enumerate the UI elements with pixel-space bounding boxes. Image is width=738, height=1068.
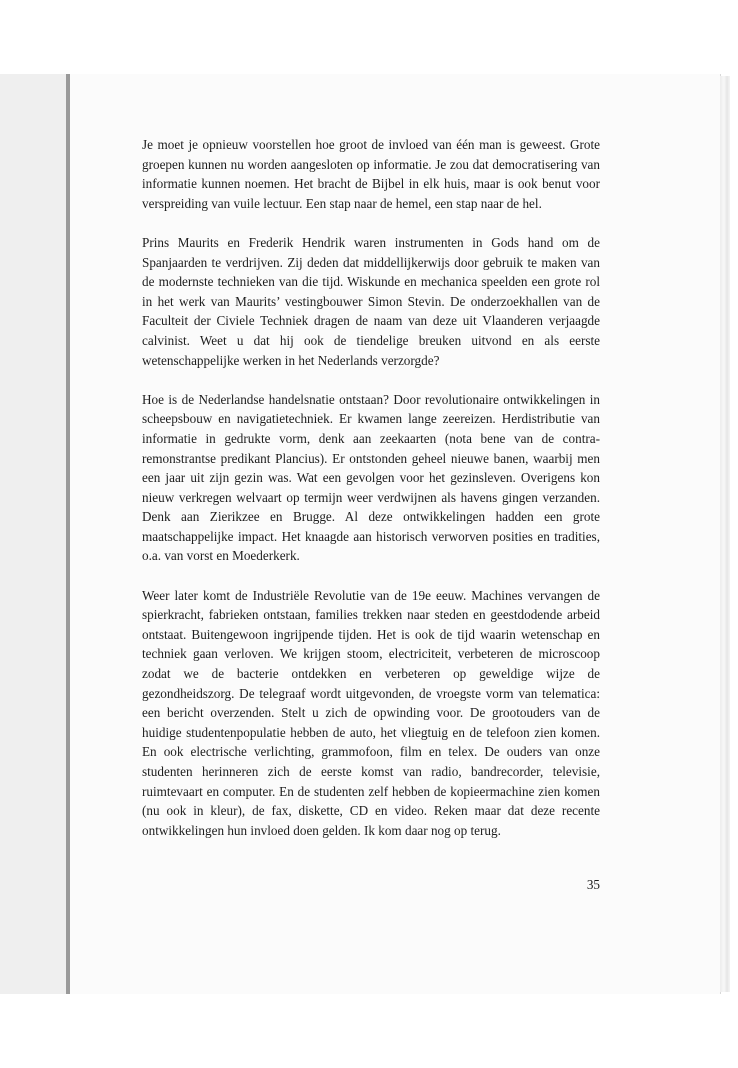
paragraph-maurits-stevin: Prins Maurits en Frederik Hendrik waren instrumenten in Gods hand om de Spanjaarden te verdrijven. Zij deden dat middellijkerwijs door gebruik te maken van de modernste technieken van die tijd. Wiskunde en mechanica speelden een grote rol in het werk van Maurits’ vestingbouwer Simon Stevin. De onderzoekhallen van de Faculteit der Civiele Techniek dragen de naam van deze uit Vlaanderen verjaagde calvinist. Weet u dat hij ook de tiendelige breuken uitvond en als eerste wetenschappelijke werken in het Nederlands verzorgde? — [142, 234, 600, 368]
paragraph-industriele-revolutie: Weer later komt de Industriële Revolutie van de 19e eeuw. Machines vervangen de spierkracht, fabrieken ontstaan, families trekken naar steden en geestdodende arbeid ontstaat. Buitengewoon ingrijpende tijden. Het is ook de tijd waarin wetenschap en techniek gaan verloven. We krijgen stoom, electriciteit, verbeteren de microscoop zodat we de bacterie ontdekken en verbeteren op geweldige wijze de gezondheidszorg. De telegraaf wordt uitgevonden, de vroegste vorm van telematica: een bericht overzenden. Stelt u zich de opwinding voor. De grootouders van de huidige studentenpopulatie hebben de auto, het vliegtuig en de telefoon zien komen. En ook electrische verlichting, grammofoon, film en telex. De ouders van onze studenten herinneren zich de eerste komst van radio, bandrecorder, televisie, ruimtevaart en computer. En de studenten zelf hebben de kopieermachine zien komen (nu ook in kleur), de fax, diskette, CD en video. Reken maar dat deze recente ontwikkelingen hun invloed doen gelden. Ik kom daar nog op terug. — [142, 587, 600, 838]
page-number: 35 — [586, 877, 600, 892]
body-text — [142, 135, 600, 860]
paragraph-handelsnatie: Hoe is de Nederlandse handelsnatie ontstaan? Door revolutionaire ontwikkelingen in scheepsbouw en navigatietechniek. Er kwamen lange zeereizen. Herdistributie van informatie in gedrukte vorm, denk aan zeekaarten (nota bene van de contra-remonstrantse predikant Plancius). Er ontstonden geheel nieuwe banen, waarbij men een jaar uit zijn gezin was. Wat een gevolgen voor het gezinsleven. Overigens kon nieuw verkregen welvaart op termijn weer verdwijnen als havens gingen verzanden. Denk aan Zierikzee en Brugge. Al deze ontwikkelingen hadden een grote maatschappelijke impact. Het knaagde aan historisch verworven posities en tradities, o.a. van vorst en Moederkerk. — [142, 391, 600, 564]
page-stack-edge — [720, 76, 730, 992]
left-page-edge — [0, 74, 66, 994]
paragraph-gutenberg: Je moet je opnieuw voorstellen hoe groot de invloed van één man is geweest. Grote groepen kunnen nu worden aangesloten op informatie. Je zou dat democratisering van informatie kunnen noemen. Het bracht de Bijbel in elk huis, maar is ook benut voor verspreiding van vuile lectuur. Een stap naar de hemel, een stap naar de hel. — [142, 137, 600, 211]
